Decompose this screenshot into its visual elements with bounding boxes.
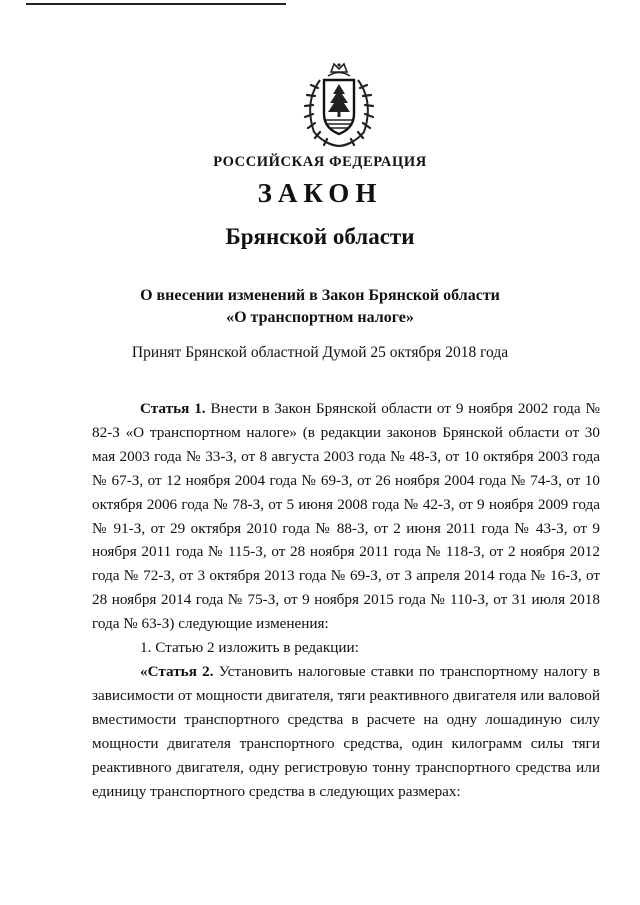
article-2-heading: «Статья 2. bbox=[140, 662, 214, 680]
coat-of-arms-icon bbox=[298, 62, 380, 150]
adoption-note: Принят Брянской областной Думой 25 октября 2018 года bbox=[131, 344, 509, 361]
article-1-text: Внести в Закон Брянской области от 9 ноября 2002 года № 82-З «О транспортном налоге» (в редакции законов Брянской области от 30 мая 2003 года № 33-З, от 8 августа 2003 года № 48-З, от 10 октября 2003 года № 67-З, от 12 ноября 2004 года № 69-З, от 26 ноября 2004 года № 74-З, от 10 октября 2006 года № 78-З, от 5 июня 2008 года № 42-З, от 9 ноября 2009 года № 91-З, от 29 октября 2010 года № 88-З, от 2 июня 2011 года № 43-З, от 9 ноября 2011 года № 115-З, от 28 ноября 2011 года № 118-З, от 2 ноября 2012 года № 72-З, от 3 октября 2013 года № 69-З, от 3 апреля 2014 года № 16-З, от 28 ноября 2014 года № 75-З, от 9 ноября 2015 года № 110-З, от 31 июля 2018 года № 63-З) следующие изменения: bbox=[92, 400, 601, 633]
federation-heading: РОССИЙСКАЯ ФЕДЕРАЦИЯ bbox=[213, 154, 427, 170]
law-title: ЗАКОН bbox=[257, 178, 383, 208]
region-title: Брянской области bbox=[225, 224, 415, 249]
item-1: 1. Статью 2 изложить в редакции: bbox=[140, 639, 359, 657]
article-1-heading: Статья 1. bbox=[140, 400, 206, 417]
top-rule bbox=[26, 3, 286, 5]
law-subject-line2: «О транспортном налоге» bbox=[226, 309, 414, 326]
law-subject-line1: О внесении изменений в Закон Брянской области bbox=[140, 287, 500, 304]
article-2-text: Установить налоговые ставки по транспортному налогу в зависимости от мощности двигателя, тяги реактивного двигателя или валовой вместимости транспортного средства в расчете на одну лошадиную силу мощности двигателя транспортного средства, один килограмм силы тяги реактивного двигателя, одну регистровую тонну транспортного средства или единицу транспортного средства в следующих размерах: bbox=[92, 662, 601, 800]
article-1 bbox=[92, 397, 600, 636]
law-subject bbox=[0, 285, 640, 329]
article-2 bbox=[92, 660, 600, 803]
document-body bbox=[92, 397, 600, 803]
